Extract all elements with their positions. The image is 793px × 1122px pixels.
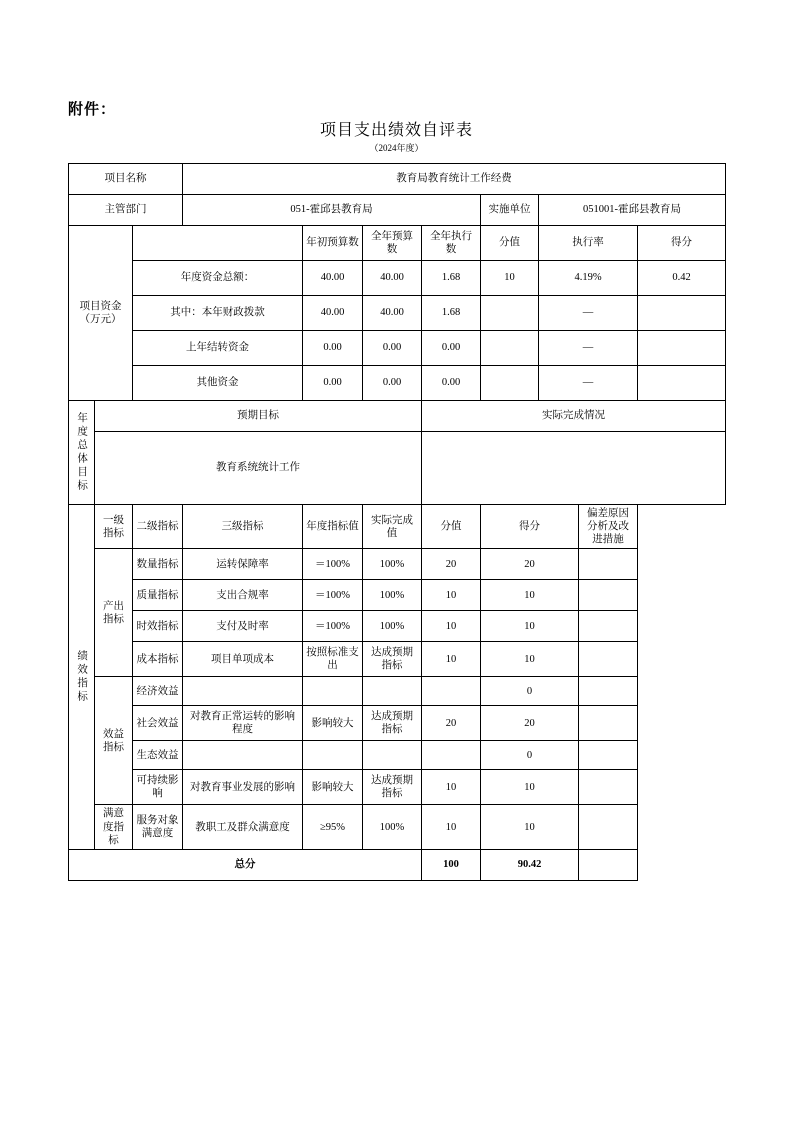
col-points: 得分: [638, 226, 726, 261]
funds-side-label: [69, 226, 133, 401]
expected-goal-header: 预期目标: [95, 401, 422, 432]
perf-target: 影响较大: [303, 706, 363, 741]
perf-score: [422, 677, 481, 706]
table-row: [69, 770, 726, 805]
perf-l2: 数量指标: [133, 549, 183, 580]
perf-header-level3: 三级指标: [183, 505, 303, 549]
perf-points: 10: [481, 805, 579, 849]
page-subtitle: （2024年度）: [369, 143, 424, 153]
perf-l2: 时效指标: [133, 611, 183, 642]
perf-points: 10: [481, 611, 579, 642]
perf-l3: 对教育正常运转的影响程度: [183, 706, 303, 741]
funds-row-budget: 40.00: [363, 296, 422, 331]
perf-deviation: [579, 677, 638, 706]
funds-row-exec: 1.68: [422, 261, 481, 296]
perf-actual: [363, 741, 422, 770]
funds-row-points: [638, 296, 726, 331]
perf-points: 0: [481, 677, 579, 706]
perf-score: 20: [422, 706, 481, 741]
funds-row-label: 上年结转资金: [133, 331, 303, 366]
total-deviation: [579, 849, 638, 880]
perf-target: ≥95%: [303, 805, 363, 849]
table-row: [69, 296, 726, 331]
funds-row-score: [481, 366, 539, 401]
funds-row-begin: 40.00: [303, 261, 363, 296]
performance-self-evaluation-table: [68, 163, 726, 881]
table-row: [69, 677, 726, 706]
perf-l2: 质量指标: [133, 580, 183, 611]
actual-result-header: 实际完成情况: [422, 401, 726, 432]
perf-points: 10: [481, 580, 579, 611]
perf-l3: 教职工及群众满意度: [183, 805, 303, 849]
table-row: [69, 741, 726, 770]
funds-row-label: 年度资金总额：: [133, 261, 303, 296]
col-score: 分值: [481, 226, 539, 261]
funds-row-points: [638, 366, 726, 401]
table-row: [69, 261, 726, 296]
table-row: [69, 549, 726, 580]
funds-row-points: [638, 331, 726, 366]
perf-l2: 成本指标: [133, 642, 183, 677]
perf-deviation: [579, 770, 638, 805]
perf-score: 10: [422, 770, 481, 805]
funds-row-label: 其他资金: [133, 366, 303, 401]
total-label: 总分: [69, 849, 422, 880]
perf-actual: 100%: [363, 580, 422, 611]
perf-actual: 达成预期指标: [363, 642, 422, 677]
funds-row-budget: 0.00: [363, 366, 422, 401]
perf-score: 20: [422, 549, 481, 580]
col-exec-rate: 执行率: [539, 226, 638, 261]
table-row: [69, 642, 726, 677]
table-row: [69, 164, 726, 195]
perf-group-name: 满意度指标: [95, 805, 133, 849]
perf-group-name: 效益指标: [95, 677, 133, 805]
table-row-total: [69, 849, 726, 880]
funds-row-begin: 0.00: [303, 331, 363, 366]
perf-target: ＝100%: [303, 549, 363, 580]
perf-target: [303, 677, 363, 706]
perf-deviation: [579, 611, 638, 642]
perf-header-actual: 实际完成值: [363, 505, 422, 549]
table-row: [69, 401, 726, 432]
perf-deviation: [579, 741, 638, 770]
table-row: [69, 805, 726, 849]
total-points: 90.42: [481, 849, 579, 880]
dept-value: 051-霍邱县教育局: [183, 195, 481, 226]
perf-score: [422, 741, 481, 770]
funds-row-begin: 40.00: [303, 296, 363, 331]
funds-row-score: [481, 296, 539, 331]
col-begin-budget: 年初预算数: [303, 226, 363, 261]
total-score: 100: [422, 849, 481, 880]
funds-label-line1: 项目资金: [79, 300, 122, 312]
funds-row-exec: 0.00: [422, 366, 481, 401]
table-row: [69, 611, 726, 642]
table-row: [69, 580, 726, 611]
funds-row-budget: 0.00: [363, 331, 422, 366]
perf-l3: 对教育事业发展的影响: [183, 770, 303, 805]
table-row: [69, 331, 726, 366]
dept-label: 主管部门: [69, 195, 183, 226]
perf-l3: 运转保障率: [183, 549, 303, 580]
col-year-budget: 全年预算数: [363, 226, 422, 261]
perf-actual: [363, 677, 422, 706]
perf-score: 10: [422, 611, 481, 642]
perf-l3: 支出合规率: [183, 580, 303, 611]
funds-row-points: 0.42: [638, 261, 726, 296]
funds-row-rate: —: [539, 366, 638, 401]
perf-deviation: [579, 706, 638, 741]
perf-l3: 支付及时率: [183, 611, 303, 642]
unit-label: 实施单位: [481, 195, 539, 226]
perf-group-name: 产出指标: [95, 549, 133, 677]
project-name-value: 教育局教育统计工作经费: [183, 164, 726, 195]
perf-deviation: [579, 642, 638, 677]
funds-row-exec: 1.68: [422, 296, 481, 331]
perf-actual: 100%: [363, 805, 422, 849]
perf-actual: 达成预期指标: [363, 770, 422, 805]
table-row: [69, 366, 726, 401]
perf-header-deviation: 偏差原因分析及改进措施: [579, 505, 638, 549]
unit-value: 051001-霍邱县教育局: [539, 195, 726, 226]
funds-row-budget: 40.00: [363, 261, 422, 296]
perf-actual: 100%: [363, 611, 422, 642]
perf-l2: 服务对象满意度: [133, 805, 183, 849]
funds-row-rate: —: [539, 331, 638, 366]
perf-l2: 经济效益: [133, 677, 183, 706]
funds-row-label: 其中：本年财政拨款: [133, 296, 303, 331]
perf-points: 0: [481, 741, 579, 770]
perf-l3: [183, 677, 303, 706]
perf-deviation: [579, 805, 638, 849]
perf-deviation: [579, 580, 638, 611]
funds-blank-header: [133, 226, 303, 261]
perf-points: 10: [481, 642, 579, 677]
perf-l2: 生态效益: [133, 741, 183, 770]
perf-l2: 可持续影响: [133, 770, 183, 805]
funds-row-rate: —: [539, 296, 638, 331]
table-row: [69, 226, 726, 261]
perf-header-points: 得分: [481, 505, 579, 549]
perf-target: 按照标准支出: [303, 642, 363, 677]
funds-label-line2: （万元）: [79, 314, 122, 325]
page-title: 项目支出绩效自评表: [319, 122, 473, 139]
perf-actual: 达成预期指标: [363, 706, 422, 741]
perf-target: ＝100%: [303, 611, 363, 642]
project-name-label: 项目名称: [69, 164, 183, 195]
perf-side-label: 绩效指标: [69, 505, 95, 850]
expected-goal-value: 教育系统统计工作: [95, 432, 422, 505]
perf-header-level1: 一级指标: [95, 505, 133, 549]
perf-deviation: [579, 549, 638, 580]
perf-header-level2: 二级指标: [133, 505, 183, 549]
table-row: [69, 706, 726, 741]
funds-row-exec: 0.00: [422, 331, 481, 366]
attachment-label: 附件：: [68, 102, 117, 118]
funds-row-rate: 4.19%: [539, 261, 638, 296]
perf-points: 20: [481, 549, 579, 580]
col-year-exec: 全年执行数: [422, 226, 481, 261]
perf-header-score: 分值: [422, 505, 481, 549]
perf-target: [303, 741, 363, 770]
perf-points: 10: [481, 770, 579, 805]
table-row: [69, 505, 726, 549]
perf-score: 10: [422, 805, 481, 849]
perf-l3: [183, 741, 303, 770]
table-row: [69, 432, 726, 505]
annual-goal-side-label: 年度总体目标: [69, 401, 95, 505]
actual-result-value: [422, 432, 726, 505]
perf-target: ＝100%: [303, 580, 363, 611]
perf-l2: 社会效益: [133, 706, 183, 741]
perf-score: 10: [422, 642, 481, 677]
perf-target: 影响较大: [303, 770, 363, 805]
perf-score: 10: [422, 580, 481, 611]
funds-row-begin: 0.00: [303, 366, 363, 401]
perf-header-target: 年度指标值: [303, 505, 363, 549]
perf-points: 20: [481, 706, 579, 741]
perf-l3: 项目单项成本: [183, 642, 303, 677]
funds-row-score: [481, 331, 539, 366]
perf-actual: 100%: [363, 549, 422, 580]
table-row: [69, 195, 726, 226]
funds-row-score: 10: [481, 261, 539, 296]
